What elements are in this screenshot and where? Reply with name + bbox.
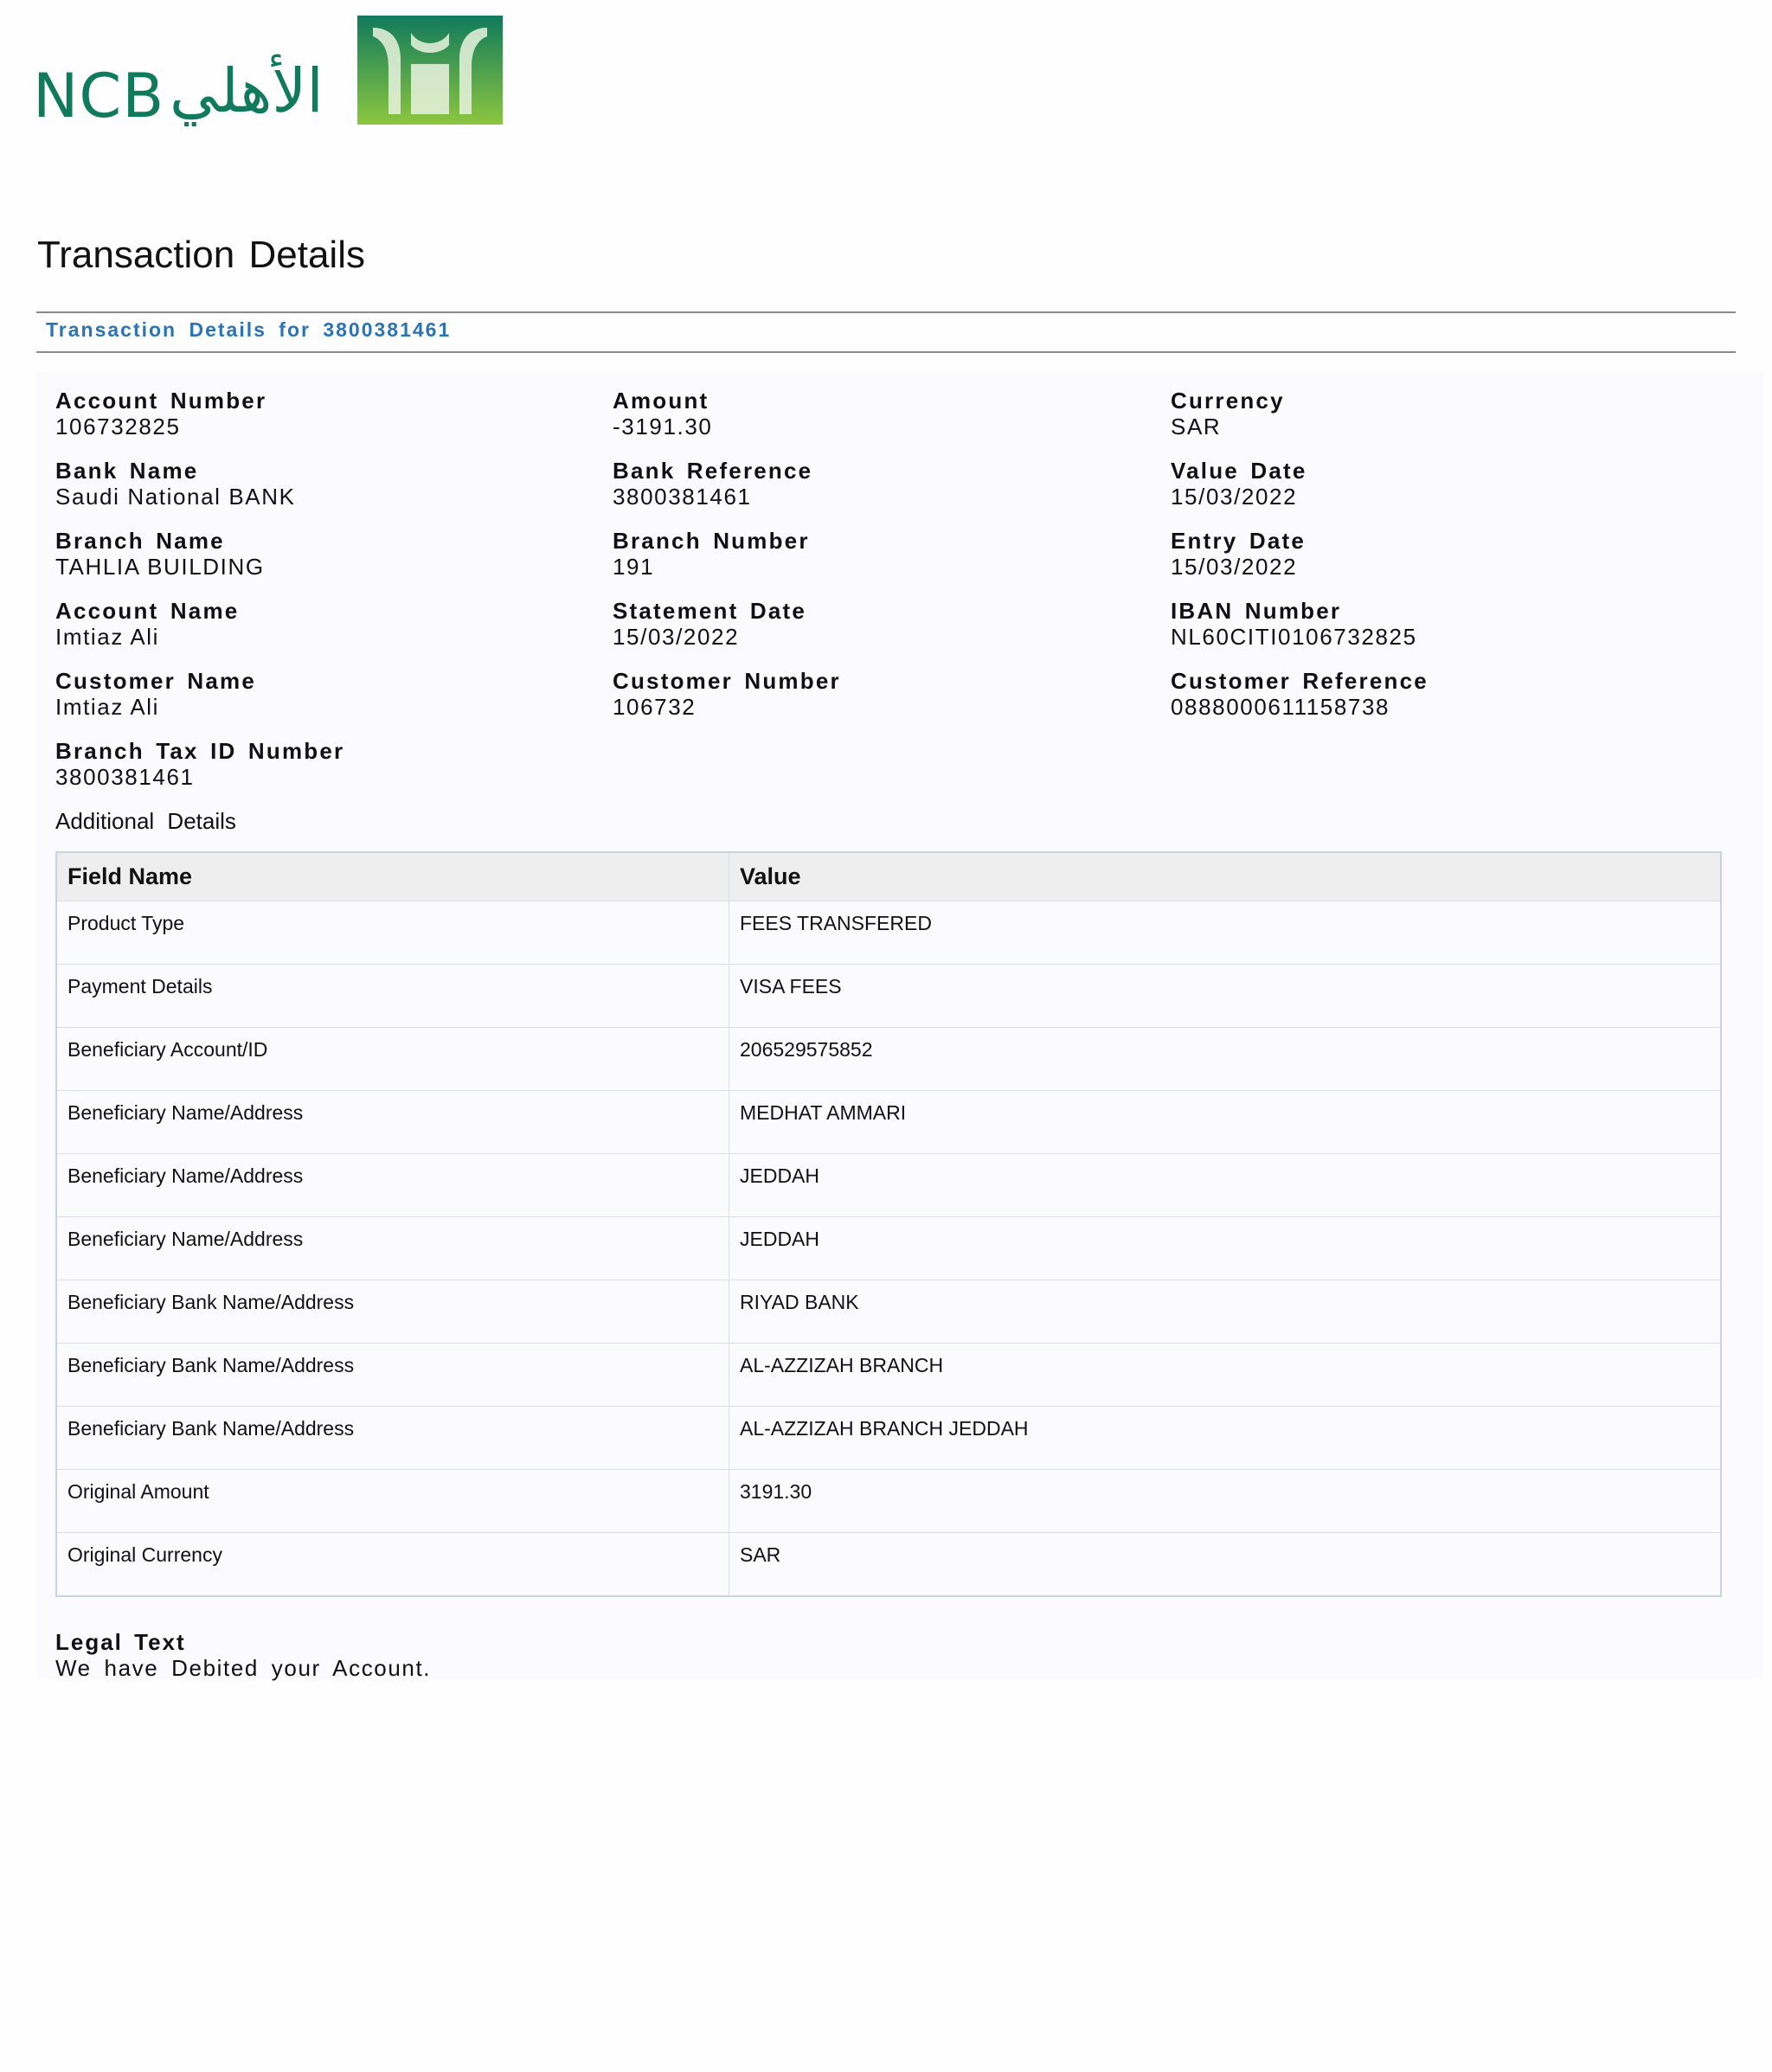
field-value: Imtiaz Ali xyxy=(55,624,160,650)
field-label: Entry Date xyxy=(1171,528,1307,554)
field-value: TAHLIA BUILDING xyxy=(55,554,265,580)
field-value: NL60CITI0106732825 xyxy=(1171,624,1417,650)
field-account-name xyxy=(55,598,575,650)
field-value: Saudi National BANK xyxy=(55,484,296,510)
field-value: Imtiaz Ali xyxy=(55,694,160,720)
field-label: IBAN Number xyxy=(1171,598,1342,624)
legal-text-block xyxy=(55,1629,431,1681)
row-field-name: Beneficiary Bank Name/Address xyxy=(56,1280,729,1344)
row-field-value: AL-AZZIZAH BRANCH JEDDAH xyxy=(729,1407,1722,1470)
field-value: 15/03/2022 xyxy=(1171,554,1298,580)
row-field-name: Beneficiary Name/Address xyxy=(56,1154,729,1217)
legal-label: Legal Text xyxy=(55,1629,186,1655)
row-field-name: Payment Details xyxy=(56,965,729,1028)
field-branch-name xyxy=(55,528,575,580)
column-header-value: Value xyxy=(729,852,1722,901)
field-label: Account Name xyxy=(55,598,240,624)
field-bank-name xyxy=(55,458,575,510)
section-bar-title: Transaction Details for 3800381461 xyxy=(46,318,452,341)
column-header-field-name: Field Name xyxy=(56,852,729,901)
field-entry-date xyxy=(1171,528,1690,580)
row-field-value: MEDHAT AMMARI xyxy=(729,1091,1722,1154)
field-bank-reference xyxy=(613,458,1132,510)
field-label: Customer Number xyxy=(613,668,841,694)
row-field-name: Beneficiary Name/Address xyxy=(56,1091,729,1154)
field-label: Branch Name xyxy=(55,528,225,554)
field-value: 0888000611158738 xyxy=(1171,694,1390,720)
additional-details-table xyxy=(55,851,1722,1597)
bank-logo xyxy=(33,16,517,132)
table-row xyxy=(56,1154,1721,1217)
row-field-value: JEDDAH xyxy=(729,1154,1722,1217)
field-value: SAR xyxy=(1171,414,1222,439)
field-amount xyxy=(613,388,1132,439)
field-value: -3191.30 xyxy=(613,414,713,439)
table-row xyxy=(56,1344,1721,1407)
field-label: Customer Name xyxy=(55,668,256,694)
field-label: Bank Name xyxy=(55,458,199,484)
table-row xyxy=(56,1217,1721,1280)
ncb-arch-logo-icon xyxy=(357,16,503,125)
table-row xyxy=(56,1280,1721,1344)
row-field-value: AL-AZZIZAH BRANCH xyxy=(729,1344,1722,1407)
row-field-name: Original Currency xyxy=(56,1533,729,1597)
table-row xyxy=(56,1028,1721,1091)
field-label: Branch Tax ID Number xyxy=(55,738,345,764)
section-bar xyxy=(36,311,1736,353)
row-field-value: VISA FEES xyxy=(729,965,1722,1028)
field-value: 3800381461 xyxy=(613,484,752,510)
row-field-name: Product Type xyxy=(56,901,729,965)
logo-latin-text: NCB xyxy=(33,61,165,132)
table-row xyxy=(56,1533,1721,1597)
field-label: Amount xyxy=(613,388,709,414)
row-field-value: RIYAD BANK xyxy=(729,1280,1722,1344)
table-row xyxy=(56,1407,1721,1470)
field-currency xyxy=(1171,388,1690,439)
table-row xyxy=(56,965,1721,1028)
row-field-name: Original Amount xyxy=(56,1470,729,1533)
field-customer-reference xyxy=(1171,668,1690,720)
field-label: Customer Reference xyxy=(1171,668,1429,694)
logo-arabic-text: الأهلي xyxy=(170,55,324,126)
field-label: Branch Number xyxy=(613,528,810,554)
field-value: 106732825 xyxy=(55,414,181,439)
table-row xyxy=(56,1091,1721,1154)
table-row xyxy=(56,901,1721,965)
field-value: 15/03/2022 xyxy=(613,624,740,650)
row-field-value: JEDDAH xyxy=(729,1217,1722,1280)
legal-value: We have Debited your Account. xyxy=(55,1655,432,1681)
field-label: Value Date xyxy=(1171,458,1307,484)
row-field-name: Beneficiary Name/Address xyxy=(56,1217,729,1280)
additional-details-heading: Additional Details xyxy=(55,808,236,834)
field-statement-date xyxy=(613,598,1132,650)
field-value: 3800381461 xyxy=(55,764,195,790)
row-field-value: 3191.30 xyxy=(729,1470,1722,1533)
field-value: 15/03/2022 xyxy=(1171,484,1298,510)
field-label: Account Number xyxy=(55,388,267,414)
row-field-name: Beneficiary Account/ID xyxy=(56,1028,729,1091)
row-field-value: 206529575852 xyxy=(729,1028,1722,1091)
row-field-name: Beneficiary Bank Name/Address xyxy=(56,1344,729,1407)
field-label: Bank Reference xyxy=(613,458,813,484)
field-customer-number xyxy=(613,668,1132,720)
field-value: 191 xyxy=(613,554,655,580)
field-label: Statement Date xyxy=(613,598,807,624)
table-row xyxy=(56,1470,1721,1533)
table-header-row xyxy=(56,852,1721,901)
row-field-value: FEES TRANSFERED xyxy=(729,901,1722,965)
field-label: Currency xyxy=(1171,388,1285,414)
field-branch-number xyxy=(613,528,1132,580)
field-account-number xyxy=(55,388,575,439)
field-branch-tax-id xyxy=(55,738,575,790)
field-customer-name xyxy=(55,668,575,720)
field-value-date xyxy=(1171,458,1690,510)
field-value: 106732 xyxy=(613,694,697,720)
page-title: Transaction Details xyxy=(37,234,365,276)
row-field-value: SAR xyxy=(729,1533,1722,1597)
row-field-name: Beneficiary Bank Name/Address xyxy=(56,1407,729,1470)
field-iban-number xyxy=(1171,598,1690,650)
